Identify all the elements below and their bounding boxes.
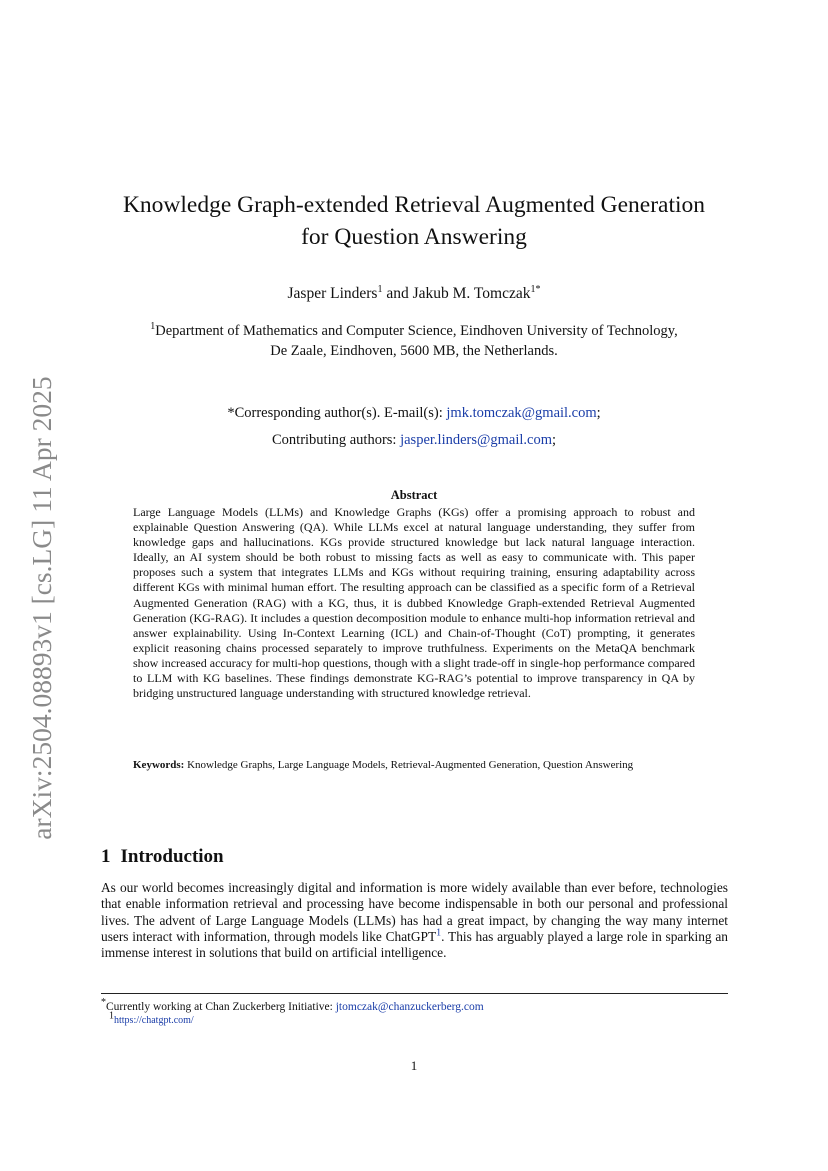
footnote-url-link[interactable]: https://chatgpt.com/ (114, 1015, 194, 1026)
footnote-mark: * (101, 997, 106, 1009)
abstract-text: Large Language Models (LLMs) and Knowledge Graphs (KGs) offer a promising approach to robust and explainable Question Answering (QA). While LLMs excel at natural language understanding, they suffer from knowledge gaps and hallucinations. KGs provide structured knowledge but lack natural language interaction. Ideally, an AI system should be both robust to missing facts as well as easy to communicate with. This paper proposes such a system that integrates LLMs and KGs without requiring training, ensuring adaptability across different KGs with minimal human effort. The resulting approach can be classified as a specific form of a Retrieval Augmented Generation (RAG) with a KG, thus, it is dubbed Knowledge Graph-extended Retrieval Augmented Generation (KG-RAG). It includes a question decomposition module to enhance multi-hop information retrieval and answer explainability. Using In-Context Learning (ICL) and Chain-of-Thought (CoT) prompting, it generates explicit reasoning chains processed separately to improve truthfulness. Experiments on the MetaQA benchmark show increased accuracy for multi-hop questions, though with a slight trade-off in single-hop performance compared to LLM with KG baselines. These findings demonstrate KG-RAG’s potential to improve transparency in QA by bridging unstructured language understanding with structured knowledge retrieval. (133, 505, 695, 701)
corresponding-label: *Corresponding author(s). E-mail(s): (227, 405, 447, 421)
affiliation-line-2: De Zaale, Eindhoven, 5600 MB, the Netherlands. (270, 343, 558, 359)
author-name: Jakub M. Tomczak (412, 285, 531, 302)
arxiv-identifier-stamp: arXiv:2504.08893v1 [cs.LG] 11 Apr 2025 (26, 376, 57, 840)
corresponding-author-line (100, 400, 728, 427)
contributing-label: Contributing authors: (272, 432, 401, 448)
abstract-heading: Abstract (390, 488, 438, 502)
affiliation-line-1: Department of Mathematics and Computer Science, Eindhoven University of Technology, (155, 323, 678, 339)
section-number: 1 (101, 846, 111, 867)
intro-text-part-1: As our world becomes increasingly digital and information is more widely available than ever before, technologies that enable information retrieval and processing have become indispensable in both our personal and professional lives. The advent of Large Language Models (LLMs) has had a great impact, by changing the way many internet users interact with information, through models like ChatGPT (101, 880, 728, 944)
corresponding-email-link[interactable]: jmk.tomczak@gmail.com (446, 405, 597, 421)
author-affiliation-mark: 1 (377, 283, 383, 295)
footnote-chatgpt (109, 1010, 736, 1028)
title-line-2: for Question Answering (301, 224, 527, 250)
author-list (90, 283, 738, 305)
keywords-text: Knowledge Graphs, Large Language Models, Retrieval-Augmented Generation, Question Answering (184, 759, 634, 771)
contributing-suffix: ; (551, 432, 556, 448)
corresponding-suffix: ; (596, 405, 601, 421)
footnote-reference-link[interactable]: 1 (436, 927, 442, 939)
section-title: Introduction (120, 846, 224, 867)
footnote-divider (101, 993, 728, 994)
affiliation-mark: 1 (150, 321, 156, 333)
section-heading-introduction (101, 845, 224, 869)
keywords-label: Keywords: (133, 759, 185, 771)
contributing-email-link[interactable]: jasper.linders@gmail.com (400, 432, 552, 448)
author-name: Jasper Linders (287, 285, 378, 302)
title-line-1: Knowledge Graph-extended Retrieval Augmented Generation (122, 192, 706, 218)
intro-text-part-2: . This has arguably played a large role in sparking an immense interest in solutions that build on artificial intelligence. (101, 928, 728, 961)
contributing-authors-line (100, 427, 728, 454)
introduction-paragraph (101, 880, 728, 961)
page-number: 1 (410, 1058, 418, 1073)
author-conjunction: and (382, 285, 413, 302)
footnote-current-affiliation (101, 997, 728, 1014)
footnote-email-link[interactable]: jtomczak@chanzuckerberg.com (335, 1001, 484, 1013)
footnote-mark: 1 (109, 1010, 114, 1022)
paper-title (90, 189, 738, 253)
correspondence-block (100, 400, 728, 454)
affiliation (100, 321, 728, 361)
author-affiliation-mark: 1* (530, 283, 541, 295)
keywords (133, 759, 695, 773)
footnote-text: Currently working at Chan Zuckerberg Initiative: (106, 1001, 336, 1013)
